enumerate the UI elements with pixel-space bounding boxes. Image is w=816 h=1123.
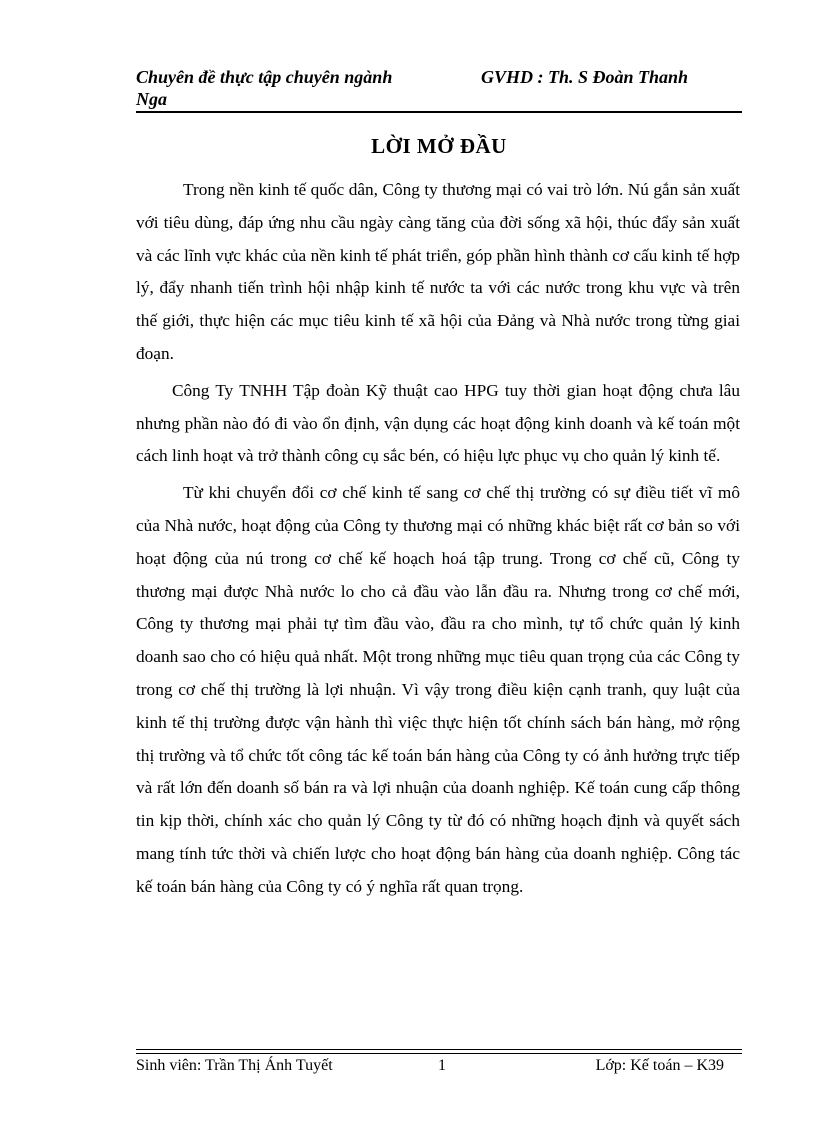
- paragraph-3: Từ khi chuyển đổi cơ chế kinh tế sang cơ chế thị trường có sự điều tiết vĩ mô của Nhà nước, hoạt động của Công ty thương mại có những khác biệt rất cơ bản so với hoạt động của nú trong cơ chế kế hoạch hoá tập trung. Trong cơ chế cũ, Công ty thương mại được Nhà nước lo cho cả đầu vào lẫn đầu ra. Nhưng trong cơ chế mới, Công ty thương mại phải tự tìm đầu vào, đầu ra cho mình, tự tổ chức quản lý kinh doanh sao cho có hiệu quả nhất. Một trong những mục tiêu quan trọng của các Công ty trong cơ chế thị trường là lợi nhuận. Vì vậy trong điều kiện cạnh tranh, quy luật của kinh tế thị trường được vận hành thì việc thực hiện tốt chính sách bán hàng, mở rộng thị trường và tổ chức tốt công tác kế toán bán hàng của Công ty có ảnh hưởng trực tiếp và rất lớn đến doanh số bán ra và lợi nhuận của doanh nghiệp. Kế toán cung cấp thông tin kịp thời, chính xác cho quản lý Công ty từ đó có những hoạch định và quyết sách mang tính tức thời và chiến lược cho hoạt động bán hàng của doanh nghiệp. Công tác kế toán bán hàng của Công ty có ý nghĩa rất quan trọng.: [136, 483, 740, 896]
- page-footer: [136, 1055, 742, 1077]
- paragraph-1: Trong nền kinh tế quốc dân, Công ty thương mại có vai trò lớn. Nú gắn sản xuất với tiêu dùng, đáp ứng nhu cầu ngày càng tăng của đời sống xã hội, thúc đẩy sản xuất và các lĩnh vực khác của nền kinh tế phát triển, góp phần hình thành cơ cấu kinh tế hợp lý, đẩy nhanh tiến trình hội nhập kinh tế nước ta với các nước trong khu vực và trên thế giới, thực hiện các mục tiêu kinh tế xã hội của Đảng và Nhà nước trong từng giai đoạn.: [136, 180, 740, 363]
- page-number: 1: [438, 1057, 446, 1074]
- document-body: [136, 174, 740, 908]
- footer-class: Lớp: Kế toán – K39: [595, 1057, 724, 1074]
- header-supervisor: GVHD : Th. S Đoàn Thanh: [481, 67, 689, 87]
- header-document-type: Chuyên đề thực tập chuyên ngành Nga: [136, 67, 393, 109]
- page-title: LỜI MỞ ĐẦU: [371, 134, 507, 158]
- page-header: [136, 66, 742, 112]
- footer-divider-top: [136, 1049, 742, 1050]
- paragraph-2: Công Ty TNHH Tập đoàn Kỹ thuật cao HPG tuy thời gian hoạt động chưa lâu nhưng phần nào đó đi vào ổn định, vận dụng các hoạt động kinh doanh và kế toán một cách linh hoạt và trở thành công cụ sắc bén, có hiệu lực phục vụ cho quản lý kinh tế.: [136, 380, 740, 466]
- header-divider: [136, 111, 742, 113]
- footer-divider-bottom: [136, 1053, 742, 1054]
- footer-student-name: Sinh viên: Trần Thị Ánh Tuyết: [136, 1057, 333, 1074]
